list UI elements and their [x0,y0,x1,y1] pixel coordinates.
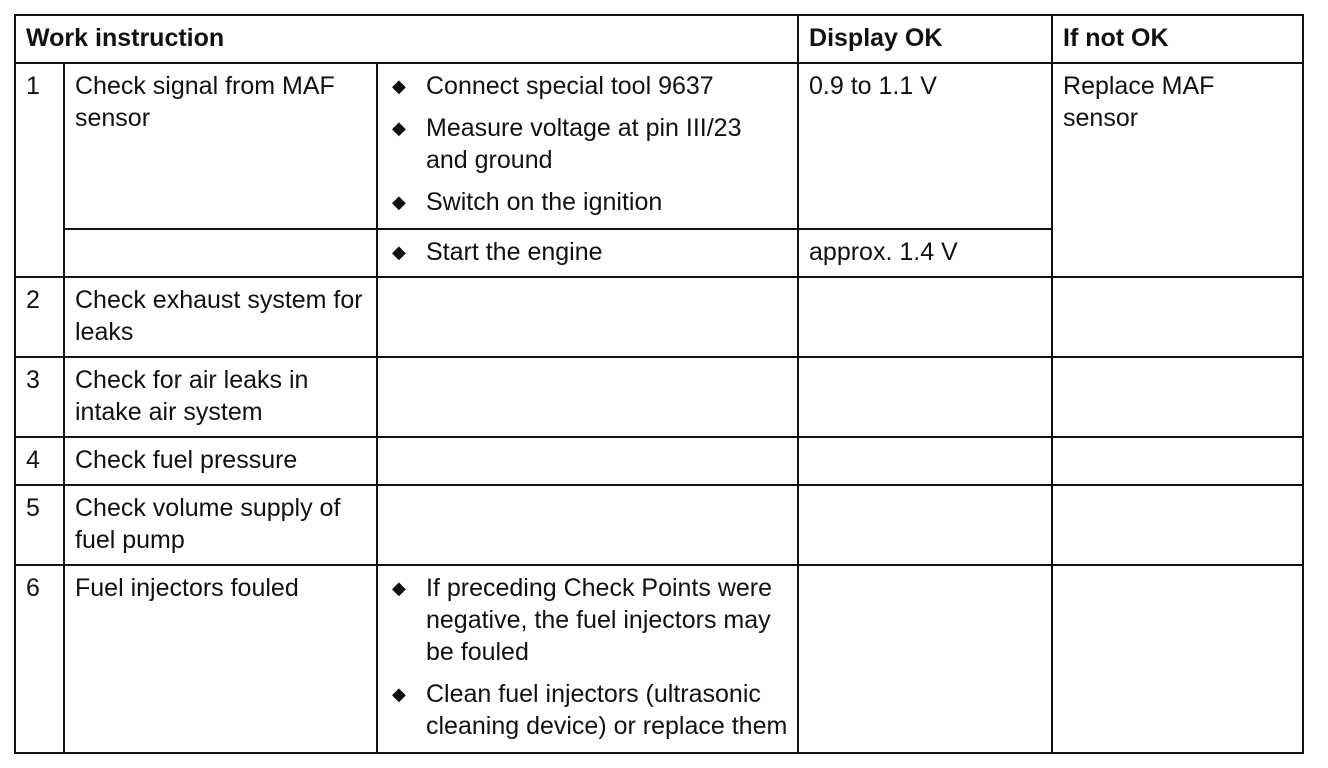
row-steps [377,63,798,229]
diamond-bullet-icon: ◆ [392,118,406,138]
step-item [388,236,789,268]
header-display-ok: Display OK [798,15,1052,63]
table-row [15,565,1303,753]
row-if-not-ok [1052,437,1303,485]
step-text: Clean fuel injectors (ultrasonic cleaning device) or replace them [426,680,788,740]
table-row [15,277,1303,357]
header-if-not-ok: If not OK [1052,15,1303,63]
diamond-bullet-icon: ◆ [392,684,406,704]
row-description-empty [64,229,377,277]
row-if-not-ok [1052,485,1303,565]
row-steps [377,277,798,357]
step-text: Start the engine [426,238,603,266]
row-if-not-ok [1052,277,1303,357]
table-row [15,437,1303,485]
step-item [388,186,789,218]
row-if-not-ok [1052,565,1303,753]
row-display-ok [798,357,1052,437]
row-display-ok [798,485,1052,565]
row-steps [377,229,798,277]
row-description: Check for air leaks in intake air system [64,357,377,437]
row-if-not-ok [1052,357,1303,437]
step-text: Switch on the ignition [426,188,663,216]
row-number: 6 [15,565,64,753]
diamond-bullet-icon: ◆ [392,192,406,212]
step-item [388,70,789,102]
row-number: 5 [15,485,64,565]
row-steps [377,485,798,565]
table-row [15,485,1303,565]
step-item [388,572,789,668]
diamond-bullet-icon: ◆ [392,76,406,96]
step-text: Measure voltage at pin III/23 and ground [426,114,742,174]
row-description: Check signal from MAF sensor [64,63,377,229]
step-item [388,678,789,742]
row-number: 4 [15,437,64,485]
diamond-bullet-icon: ◆ [392,242,406,262]
row-description: Check exhaust system for leaks [64,277,377,357]
row-steps [377,565,798,753]
row-display-ok: approx. 1.4 V [798,229,1052,277]
step-text: Connect special tool 9637 [426,72,714,100]
table-row [15,63,1303,229]
row-description: Fuel injectors fouled [64,565,377,753]
row-number: 2 [15,277,64,357]
row-steps [377,437,798,485]
row-description: Check fuel pressure [64,437,377,485]
row-display-ok: 0.9 to 1.1 V [798,63,1052,229]
row-steps [377,357,798,437]
header-row [15,15,1303,63]
row-display-ok [798,437,1052,485]
work-instruction-table [14,14,1304,754]
step-item [388,112,789,176]
row-number: 1 [15,63,64,277]
table-row [15,357,1303,437]
row-number: 3 [15,357,64,437]
row-display-ok [798,565,1052,753]
header-work-instruction: Work instruction [15,15,798,63]
row-display-ok [798,277,1052,357]
row-description: Check volume supply of fuel pump [64,485,377,565]
row-if-not-ok: Replace MAF sensor [1052,63,1303,277]
step-text: If preceding Check Points were negative, the fuel injectors may be fouled [426,574,773,666]
diamond-bullet-icon: ◆ [392,578,406,598]
